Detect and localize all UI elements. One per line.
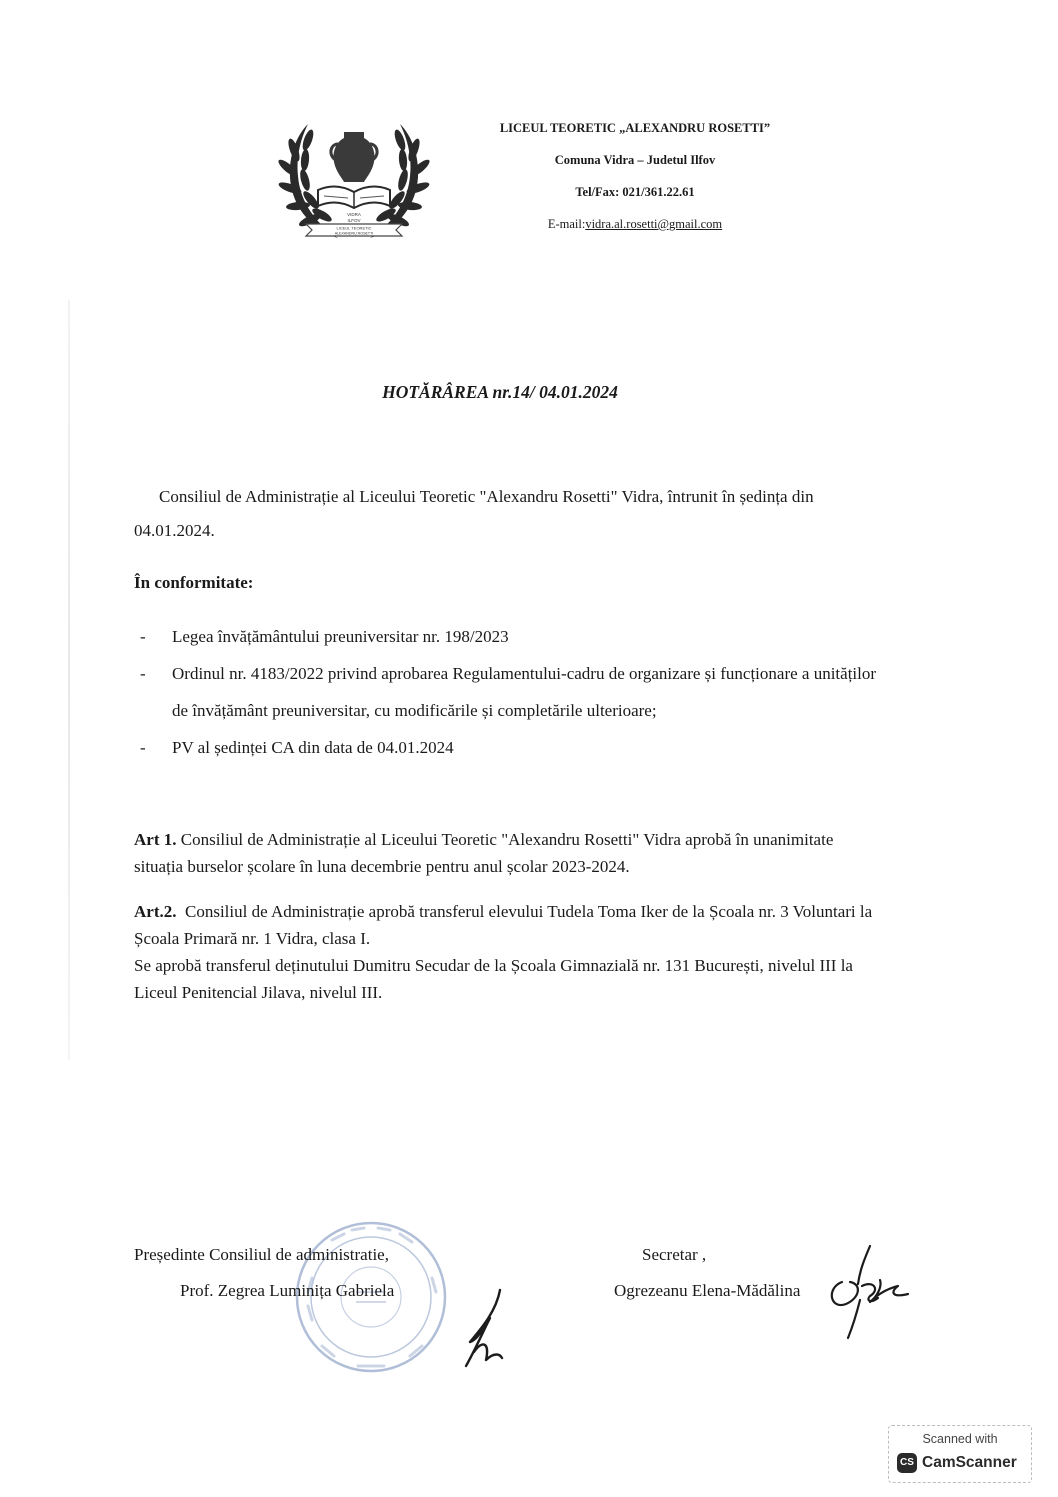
list-item-text: Ordinul nr. 4183/2022 privind aprobarea Regulamentului-cadru de organizare și funcționare a unităților de învățământ preuniversitar, cu modificările și completările ulterioare; bbox=[172, 664, 877, 720]
logo-banner-2: ALEXANDRU ROSETTI bbox=[334, 231, 374, 236]
logo-text-2: ILFOV bbox=[347, 218, 361, 223]
conformity-list bbox=[140, 618, 880, 766]
logo-text-1: VIDRA bbox=[347, 212, 361, 217]
list-item-text: Legea învățământului preuniversitar nr. 198/2023 bbox=[172, 627, 509, 646]
watermark-line-1: Scanned with bbox=[922, 1432, 998, 1446]
school-emblem-icon bbox=[278, 110, 430, 250]
secretary-role: Secretar , bbox=[642, 1245, 707, 1264]
conformity-heading: În conformitate: bbox=[134, 573, 254, 592]
article-2 bbox=[134, 898, 874, 1006]
decision-title: HOTĂRÂREA nr.14/ 04.01.2024 bbox=[382, 382, 618, 402]
scan-edge-shadow bbox=[68, 300, 70, 1060]
letterhead bbox=[470, 112, 800, 240]
email-link[interactable]: vidra.al.rosetti@gmail.com bbox=[585, 217, 723, 231]
intro-paragraph: Consiliul de Administrație al Liceului Teoretic "Alexandru Rosetti" Vidra, întrunit în ședința din 04.01.2024. bbox=[134, 487, 814, 540]
school-address: Comuna Vidra – Judetul Ilfov bbox=[554, 153, 716, 167]
watermark-line-2: CamScanner bbox=[922, 1454, 1017, 1471]
camscanner-watermark bbox=[888, 1425, 1032, 1483]
list-item bbox=[140, 618, 880, 655]
president-signature-icon bbox=[456, 1282, 526, 1372]
school-phone: Tel/Fax: 021/361.22.61 bbox=[575, 185, 695, 199]
list-item-text: PV al ședinței CA din data de 04.01.2024 bbox=[172, 738, 454, 757]
secretary-signature-block bbox=[614, 1237, 800, 1309]
secretary-signature-icon bbox=[820, 1240, 920, 1340]
article-1-text: Consiliul de Administrație al Liceului Teoretic "Alexandru Rosetti" Vidra aprobă în unanimitate situația burselor școlare în luna decembrie pentru anul școlar 2023-2024. bbox=[134, 830, 834, 876]
article-1-label: Art 1. bbox=[134, 830, 177, 849]
camscanner-logo-icon: CS bbox=[897, 1453, 917, 1473]
president-role: Președinte Consiliul de administratie, bbox=[134, 1245, 389, 1264]
president-name: Prof. Zegrea Luminița Gabriela bbox=[180, 1281, 395, 1300]
president-signature-block bbox=[134, 1237, 394, 1309]
article-1 bbox=[134, 826, 874, 880]
email-label: E-mail: bbox=[547, 217, 586, 231]
school-name: LICEUL TEORETIC „ALEXANDRU ROSETTI” bbox=[499, 121, 771, 135]
list-item bbox=[140, 729, 880, 766]
list-item bbox=[140, 655, 880, 729]
logo-banner-1: LICEUL TEORETIC bbox=[336, 225, 372, 231]
bullet-dash: - bbox=[140, 738, 146, 757]
secretary-name: Ogrezeanu Elena-Mădălina bbox=[614, 1281, 801, 1300]
article-2-text-2: Se aprobă transferul deținutului Dumitru Secudar de la Școala Gimnazială nr. 131 București, nivelul III la Liceul Penitencial Jilava, nivelul III. bbox=[134, 956, 853, 1002]
school-email-line bbox=[470, 208, 800, 240]
article-2-text: Consiliul de Administrație aprobă transferul elevului Tudela Toma Iker de la Școala nr. 3 Voluntari la Școala Primară nr. 1 Vidra, clasa I. bbox=[134, 902, 873, 948]
bullet-dash: - bbox=[140, 664, 146, 683]
article-2-label: Art.2. bbox=[134, 902, 177, 921]
bullet-dash: - bbox=[140, 627, 146, 646]
